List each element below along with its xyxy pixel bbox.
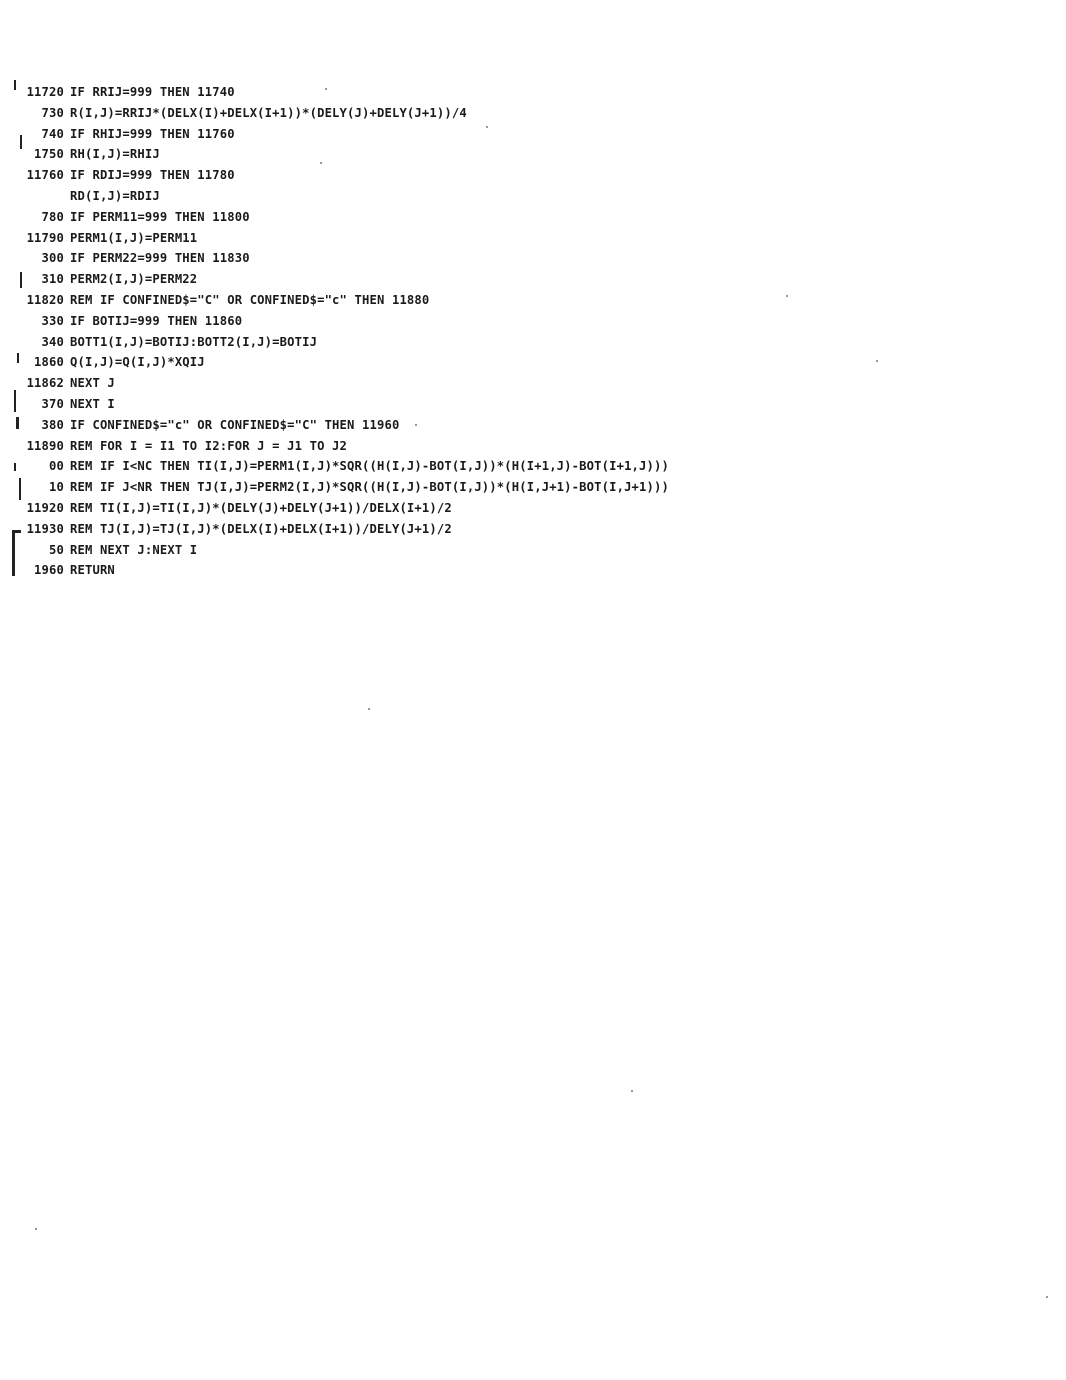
line-number: 11760 [26, 168, 64, 183]
statement: NEXT I [70, 396, 115, 411]
code-line [14, 228, 1014, 249]
code-line [14, 124, 1014, 145]
statement: PERM2(I,J)=PERM22 [70, 272, 198, 287]
code-line [14, 477, 1014, 498]
scan-speck [1046, 1296, 1048, 1298]
line-number: 1960 [34, 563, 64, 578]
code-line [14, 456, 1014, 477]
line-number: 00 [49, 459, 64, 474]
statement: IF PERM22=999 THEN 11830 [70, 251, 250, 266]
code-line [14, 248, 1014, 269]
statement: RD(I,J)=RDIJ [70, 188, 160, 203]
scan-mark [20, 135, 22, 149]
line-number: 340 [41, 334, 64, 349]
line-number: 730 [41, 105, 64, 120]
scan-mark [20, 272, 22, 288]
statement: IF RRIJ=999 THEN 11740 [70, 85, 235, 99]
line-number: 740 [41, 126, 64, 141]
code-line [14, 290, 1014, 311]
line-number: 310 [41, 272, 64, 287]
line-number: 11890 [26, 438, 64, 453]
statement: RETURN [70, 563, 115, 578]
statement: REM IF J<NR THEN TJ(I,J)=PERM2(I,J)*SQR((H(I,J)-BOT(I,J))*(H(I,J+1)-BOT(I,J+1))) [70, 480, 669, 495]
scan-mark [14, 463, 16, 471]
line-number: 11930 [26, 521, 64, 536]
scan-speck [631, 1090, 633, 1092]
code-line [14, 415, 1014, 436]
code-line [14, 82, 1014, 103]
scan-speck [876, 360, 878, 362]
scan-mark [14, 390, 16, 412]
code-line [14, 103, 1014, 124]
statement: REM TJ(I,J)=TJ(I,J)*(DELX(I)+DELX(I+1))/DELY(J+1)/2 [70, 521, 452, 536]
code-line [14, 540, 1014, 561]
statement: IF PERM11=999 THEN 11800 [70, 209, 250, 224]
statement: REM IF I<NC THEN TI(I,J)=PERM1(I,J)*SQR((H(I,J)-BOT(I,J))*(H(I+1,J)-BOT(I+1,J))) [70, 459, 669, 474]
code-line [14, 144, 1014, 165]
statement: Q(I,J)=Q(I,J)*XQIJ [70, 355, 205, 370]
statement: IF BOTIJ=999 THEN 11860 [70, 313, 243, 328]
code-line [14, 519, 1014, 540]
line-number: 11720 [26, 85, 64, 99]
code-line [14, 165, 1014, 186]
statement: PERM1(I,J)=PERM11 [70, 230, 198, 245]
scan-speck [325, 88, 327, 90]
code-line [14, 207, 1014, 228]
scan-speck [35, 1228, 37, 1230]
code-line [14, 311, 1014, 332]
scan-mark [12, 530, 21, 533]
statement: NEXT J [70, 376, 115, 391]
scan-speck [320, 162, 322, 164]
statement: IF CONFINED$="c" OR CONFINED$="C" THEN 11960 [70, 417, 400, 432]
scan-mark [17, 353, 19, 363]
scan-mark [19, 478, 21, 500]
statement: REM TI(I,J)=TI(I,J)*(DELY(J)+DELY(J+1))/DELX(I+1)/2 [70, 500, 452, 515]
statement: R(I,J)=RRIJ*(DELX(I)+DELX(I+1))*(DELY(J)+DELY(J+1))/4 [70, 105, 467, 120]
code-line [14, 186, 1014, 207]
scan-speck [415, 424, 417, 426]
line-number: 330 [41, 313, 64, 328]
line-number: 370 [41, 396, 64, 411]
code-line [14, 269, 1014, 290]
line-number: 1860 [34, 355, 64, 370]
line-number: 300 [41, 251, 64, 266]
scan-speck [486, 126, 488, 128]
code-line [14, 560, 1014, 581]
code-listing [14, 82, 1014, 581]
scan-mark [14, 80, 16, 90]
line-number: 11790 [26, 230, 64, 245]
code-line [14, 394, 1014, 415]
statement: REM NEXT J:NEXT I [70, 542, 198, 557]
scan-mark [12, 530, 15, 576]
scan-speck [368, 708, 370, 710]
line-number: 780 [41, 209, 64, 224]
line-number: 50 [49, 542, 64, 557]
statement: RH(I,J)=RHIJ [70, 147, 160, 162]
statement: IF RDIJ=999 THEN 11780 [70, 168, 235, 183]
line-number: 11862 [26, 376, 64, 391]
code-line [14, 332, 1014, 353]
statement: REM IF CONFINED$="C" OR CONFINED$="c" THEN 11880 [70, 292, 430, 307]
line-number: 1750 [34, 147, 64, 162]
scan-mark [16, 417, 19, 429]
statement: IF RHIJ=999 THEN 11760 [70, 126, 235, 141]
code-line [14, 498, 1014, 519]
line-number: 10 [49, 480, 64, 495]
statement: REM FOR I = I1 TO I2:FOR J = J1 TO J2 [70, 438, 348, 453]
line-number: 11920 [26, 500, 64, 515]
code-line [14, 352, 1014, 373]
statement: BOTT1(I,J)=BOTIJ:BOTT2(I,J)=BOTIJ [70, 334, 318, 349]
code-line [14, 373, 1014, 394]
line-number: 380 [41, 417, 64, 432]
code-line [14, 436, 1014, 457]
scan-speck [786, 295, 788, 297]
line-number: 11820 [26, 292, 64, 307]
